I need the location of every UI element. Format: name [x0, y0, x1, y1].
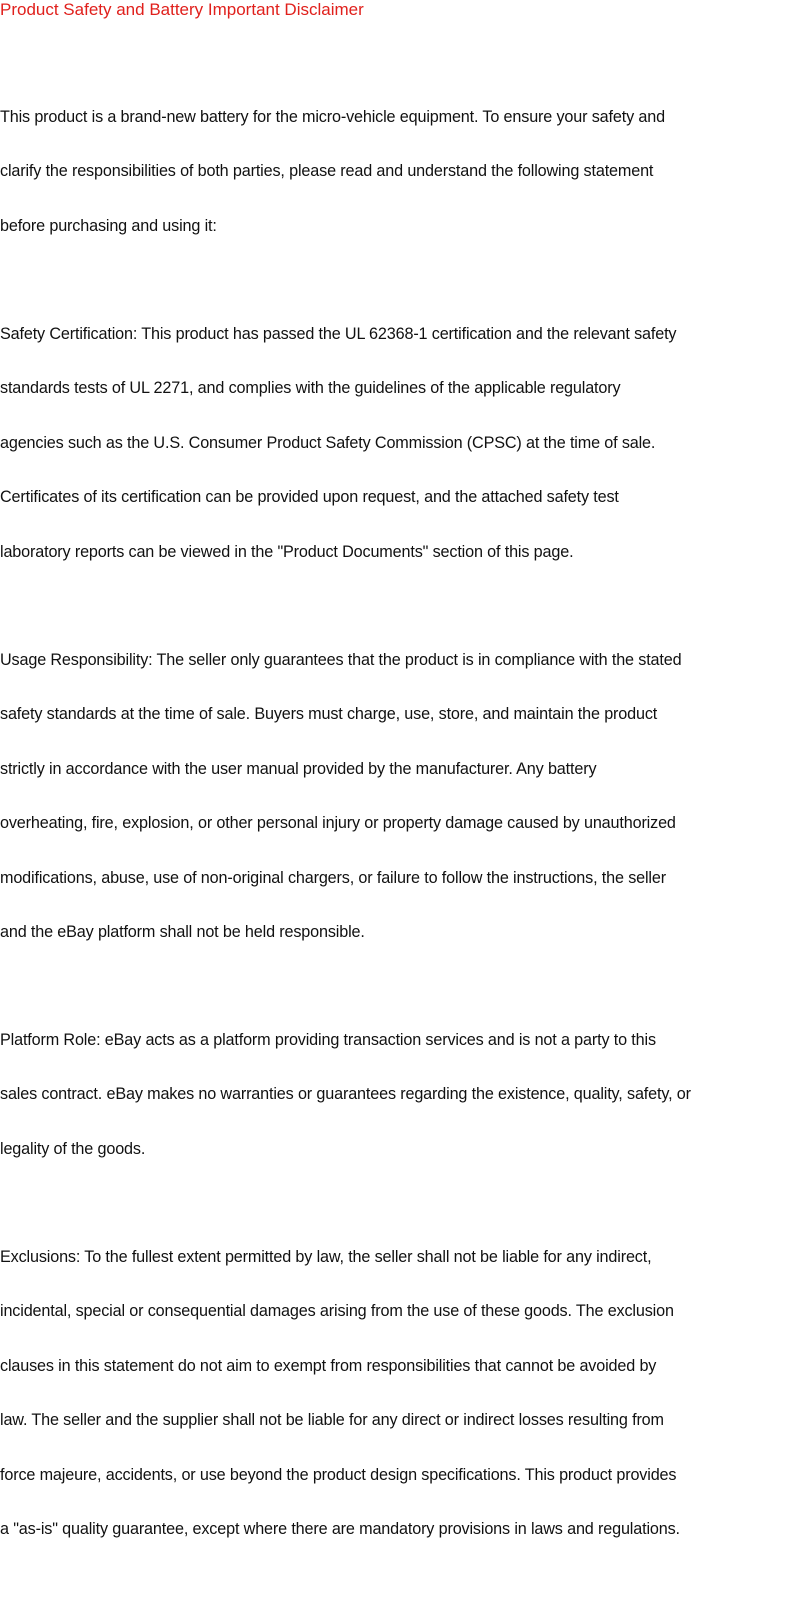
- paragraph-line: Certificates of its certification can be provided upon request, and the attached safety test: [0, 488, 619, 507]
- paragraph-line: incidental, special or consequential damages arising from the use of these goods. The exclusion: [0, 1302, 674, 1321]
- paragraph-line: Usage Responsibility: The seller only guarantees that the product is in compliance with the stated: [0, 651, 682, 669]
- paragraph-line: clarify the responsibilities of both parties, please read and understand the following statement: [0, 162, 654, 181]
- paragraph-line: force majeure, accidents, or use beyond the product design specifications. This product provides: [0, 1465, 677, 1484]
- usage-responsibility-paragraph: [0, 633, 796, 959]
- paragraph-line: a "as-is" quality guarantee, except where there are mandatory provisions in laws and regulations.: [0, 1519, 680, 1538]
- paragraph-line: Exclusions: To the fullest extent permitted by law, the seller shall not be liable for any indirect,: [0, 1248, 652, 1266]
- paragraph-line: strictly in accordance with the user manual provided by the manufacturer. Any battery: [0, 759, 597, 778]
- platform-role-paragraph: [0, 1013, 796, 1176]
- paragraph-line: agencies such as the U.S. Consumer Product Safety Commission (CPSC) at the time of sale.: [0, 433, 656, 452]
- paragraph-line: Safety Certification: This product has passed the UL 62368-1 certification and the relevant safety: [0, 325, 677, 343]
- exclusions-paragraph: [0, 1230, 796, 1556]
- paragraph-line: law. The seller and the supplier shall not be liable for any direct or indirect losses resulting from: [0, 1411, 664, 1430]
- paragraph-line: Platform Role: eBay acts as a platform providing transaction services and is not a party to this: [0, 1031, 656, 1049]
- intro-paragraph: [0, 90, 796, 253]
- paragraph-line: overheating, fire, explosion, or other personal injury or property damage caused by unauthorized: [0, 814, 676, 833]
- paragraph-line: safety standards at the time of sale. Buyers must charge, use, store, and maintain the product: [0, 705, 658, 724]
- paragraph-line: and the eBay platform shall not be held responsible.: [0, 922, 365, 941]
- paragraph-line: laboratory reports can be viewed in the "Product Documents" section of this page.: [0, 542, 574, 561]
- paragraph-line: clauses in this statement do not aim to exempt from responsibilities that cannot be avoided by: [0, 1356, 657, 1375]
- disclaimer-title: Product Safety and Battery Important Disclaimer: [0, 0, 364, 19]
- paragraph-line: sales contract. eBay makes no warranties or guarantees regarding the existence, quality, safety, or: [0, 1085, 691, 1104]
- paragraph-line: modifications, abuse, use of non-original chargers, or failure to follow the instructions, the seller: [0, 868, 666, 887]
- paragraph-line: This product is a brand-new battery for the micro-vehicle equipment. To ensure your safety and: [0, 108, 665, 126]
- paragraph-line: before purchasing and using it:: [0, 216, 217, 235]
- safety-certification-paragraph: [0, 307, 796, 579]
- paragraph-line: standards tests of UL 2271, and complies with the guidelines of the applicable regulatory: [0, 379, 621, 398]
- paragraph-line: legality of the goods.: [0, 1139, 146, 1158]
